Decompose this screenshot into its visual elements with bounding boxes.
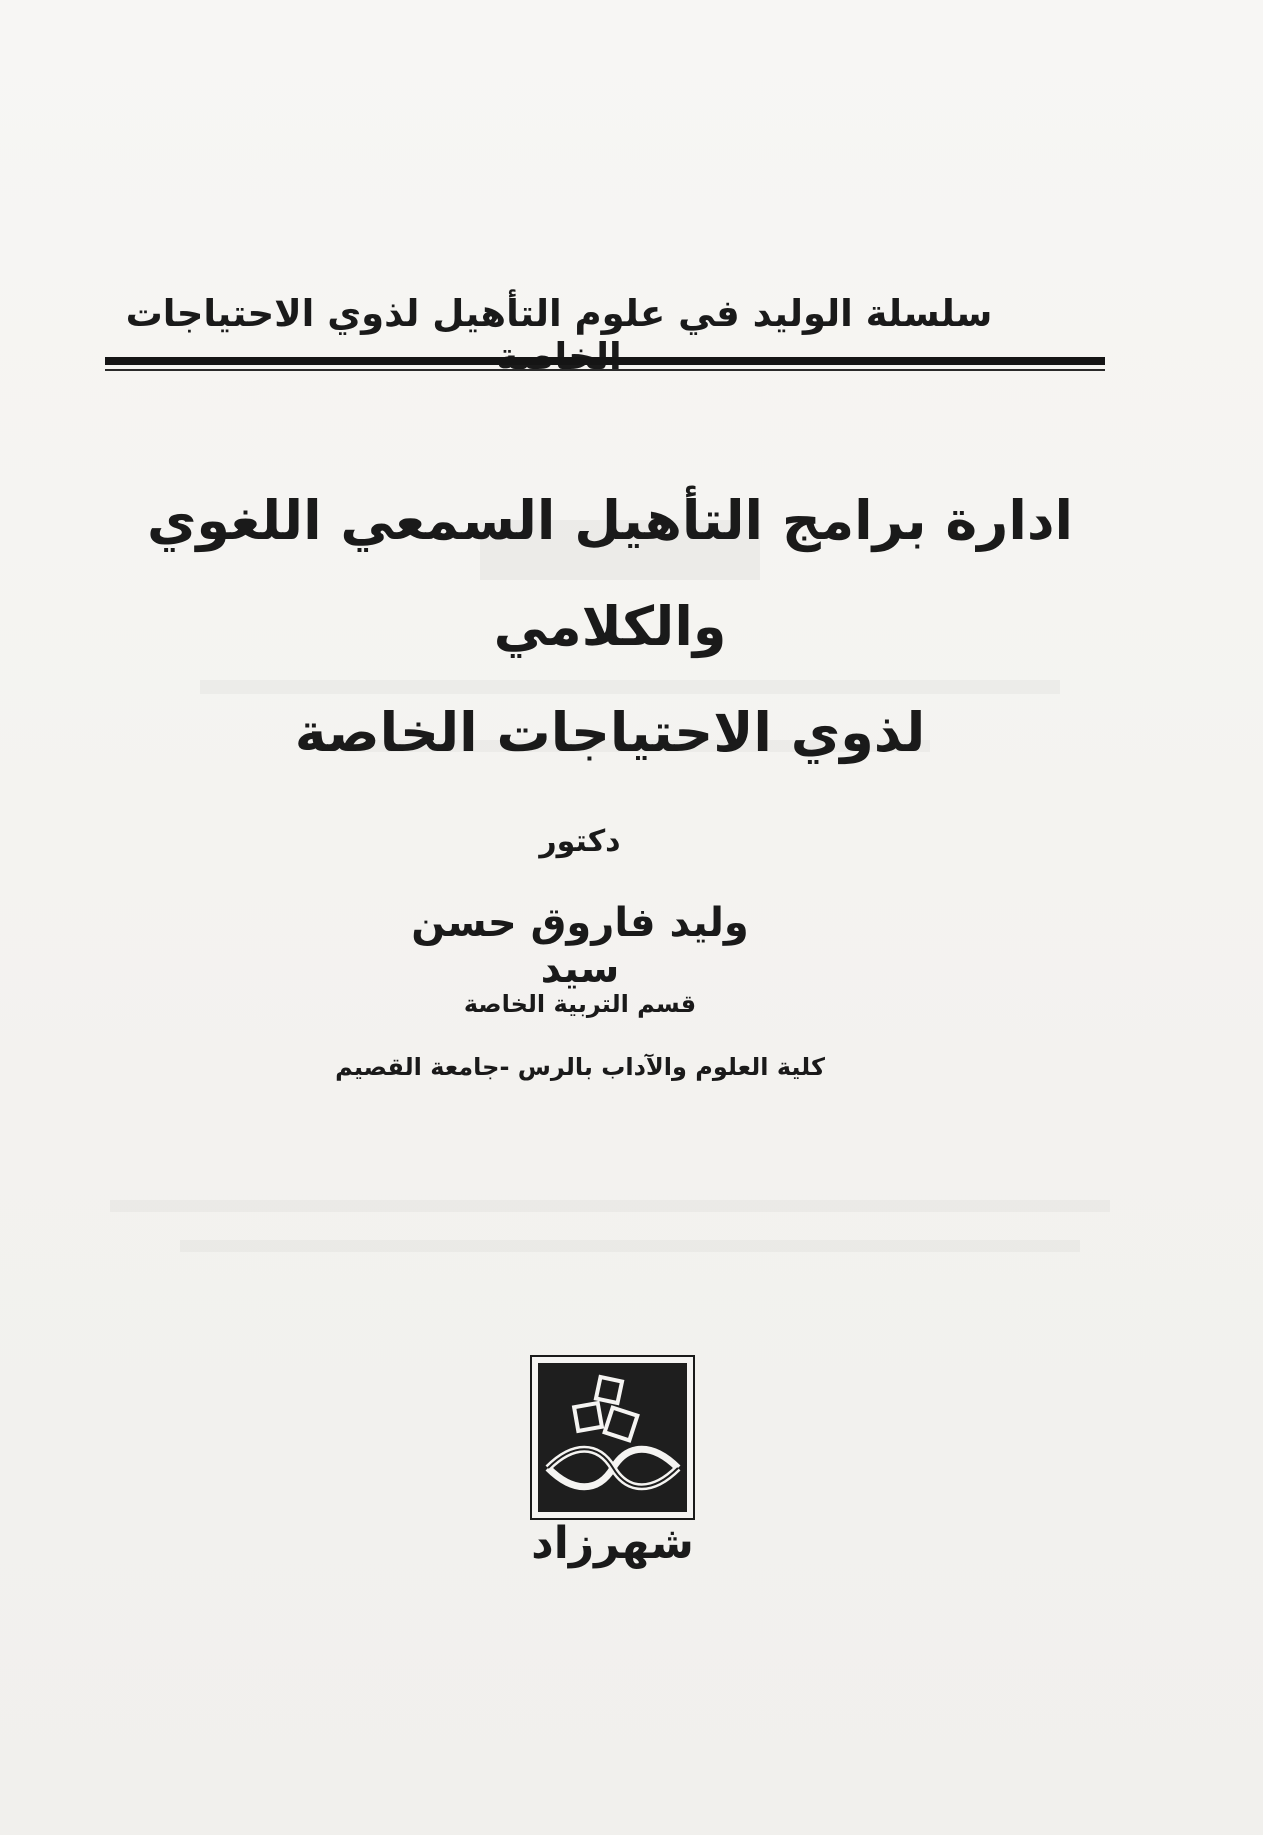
logo-graphic [538, 1363, 687, 1512]
book-title-line-2: لذوي الاحتياجات الخاصة [294, 701, 926, 764]
bleed-through-mark [110, 1200, 1110, 1212]
shahrazad-logo-icon [530, 1355, 695, 1520]
book-title-line-1: ادارة برامج التأهيل السمعي اللغوي والكلامي [146, 489, 1074, 658]
bleed-through-mark [180, 1240, 1080, 1252]
publisher-name: شهرزاد [531, 1518, 694, 1569]
book-title [130, 468, 1090, 786]
logo-background [538, 1363, 687, 1512]
header-rule-thin [105, 369, 1105, 371]
author-college: كلية العلوم والآداب بالرس -جامعة القصيم [335, 1053, 825, 1081]
author-department: قسم التربية الخاصة [463, 990, 697, 1018]
header-rule-thick [105, 357, 1105, 365]
author-title-label: دكتور [539, 824, 621, 859]
series-title: سلسلة الوليد في علوم التأهيل لذوي الاحتياجات [125, 292, 993, 335]
author-name: وليد فاروق حسن سيد [411, 900, 749, 992]
